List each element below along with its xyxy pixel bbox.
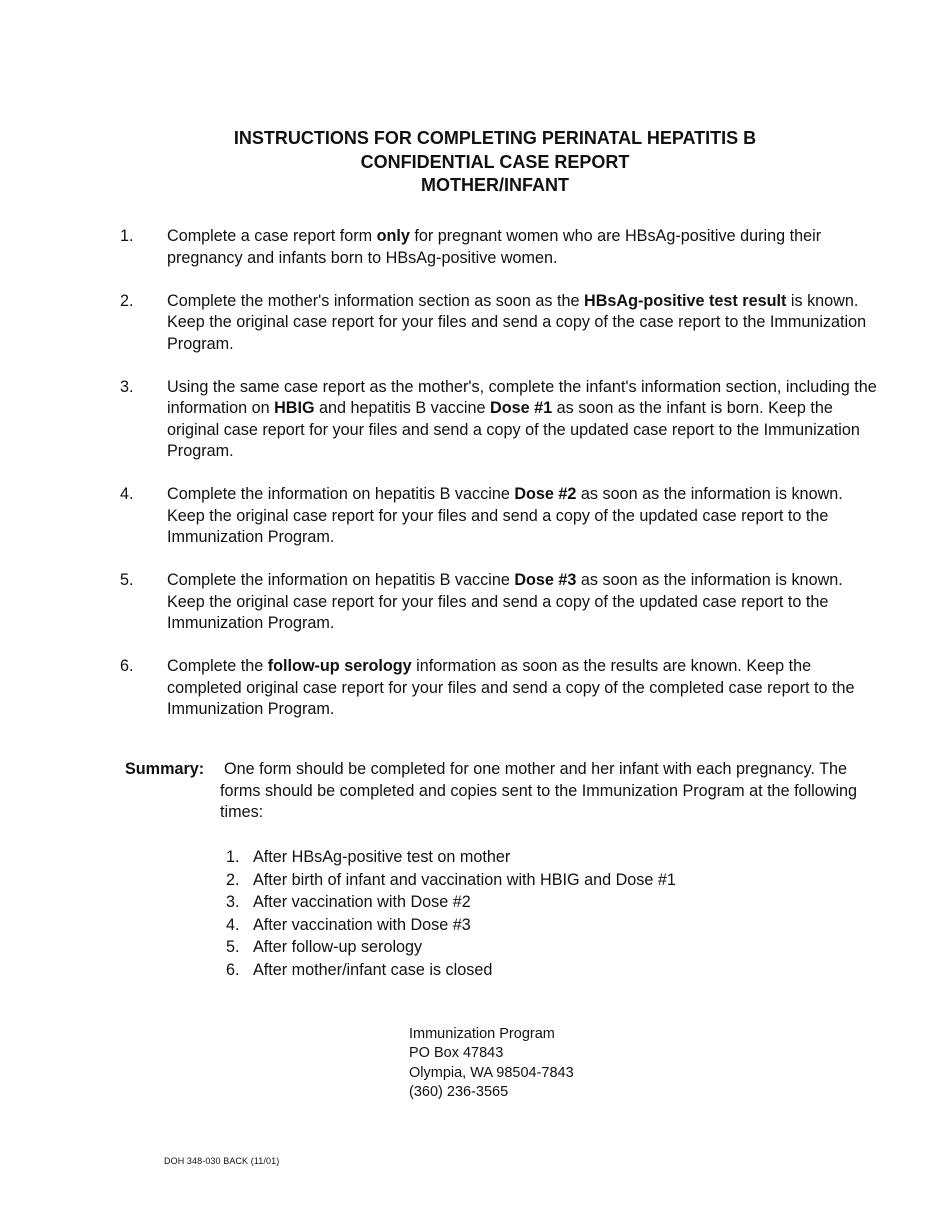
step-emphasis: only — [376, 227, 410, 245]
address-line-po-box: PO Box 47843 — [409, 1045, 504, 1062]
list-item — [226, 846, 676, 869]
step-text: as soon as the information is known. Keep the original case report for your files and send a copy of the updated case report to the Immunization Program. — [167, 571, 843, 632]
title-line-3: MOTHER/INFANT — [421, 175, 569, 195]
step-text: information as soon as the results are known. Keep the completed original case report for your files and send a copy of the completed case report to the Immunization Program. — [167, 657, 855, 718]
step-text: Complete the — [167, 657, 268, 675]
instruction-step — [120, 377, 880, 463]
step-number: 3. — [120, 377, 134, 396]
step-number: 2. — [120, 291, 134, 310]
step-number: 4. — [120, 485, 134, 503]
step-text: Complete the mother's information section as soon as the — [167, 291, 584, 310]
summary-section — [125, 759, 885, 824]
list-item-text: After follow-up serology — [253, 938, 423, 957]
list-item-number: 2. — [226, 870, 240, 889]
step-text: for pregnant women who are HBsAg-positive during their pregnancy and infants born to HBsAg-positive women. — [167, 227, 822, 267]
step-text: as soon as the infant is born. Keep the original case report for your files and send a copy of the updated case report to the Immunization Program. — [167, 399, 860, 460]
step-text: Complete a case report form — [167, 227, 377, 245]
step-emphasis: Dose #1 — [490, 399, 553, 417]
list-item-number: 5. — [226, 938, 240, 957]
list-item-text: After mother/infant case is closed — [253, 960, 493, 979]
step-text: is known. Keep the original case report for your files and send a copy of the case report to the Immunization Program. — [167, 291, 867, 353]
list-item-text: After HBsAg-positive test on mother — [253, 848, 511, 866]
mailing-address — [409, 1025, 574, 1102]
list-item-number: 3. — [226, 893, 240, 912]
instruction-step — [120, 656, 880, 721]
list-item — [226, 869, 676, 892]
step-number: 1. — [120, 227, 134, 245]
step-emphasis: follow-up serology — [267, 657, 412, 675]
instruction-steps — [120, 226, 880, 742]
step-emphasis: Dose #3 — [514, 571, 577, 589]
step-number: 6. — [120, 657, 134, 675]
summary-text: One form should be completed for one mother and her infant with each pregnancy. The forms should be completed and copies sent to the Immunization Program at the following times: — [220, 760, 858, 821]
form-code: DOH 348-030 BACK (11/01) — [164, 1156, 280, 1166]
instruction-step — [120, 291, 880, 356]
instruction-step — [120, 570, 880, 635]
list-item — [226, 936, 676, 959]
list-item — [226, 959, 676, 982]
step-text: Complete the information on hepatitis B vaccine — [167, 485, 515, 503]
list-item-text: After vaccination with Dose #2 — [253, 893, 471, 912]
list-item — [226, 891, 676, 914]
step-text: Using the same case report as the mother's, complete the infant's information section, including the information on — [167, 377, 877, 417]
list-item-number: 1. — [226, 848, 240, 866]
step-text: and hepatitis B vaccine — [314, 399, 491, 417]
step-text: Complete the information on hepatitis B vaccine — [167, 571, 515, 589]
step-number: 5. — [120, 571, 134, 589]
address-line-organization: Immunization Program — [409, 1026, 555, 1042]
list-item — [226, 914, 676, 937]
instruction-step — [120, 484, 880, 549]
step-emphasis: HBIG — [274, 399, 315, 417]
step-emphasis: HBsAg-positive test result — [584, 291, 787, 310]
submission-times-list — [226, 846, 676, 982]
address-line-city: Olympia, WA 98504-7843 — [409, 1064, 574, 1081]
list-item-number: 6. — [226, 960, 240, 979]
summary-label: Summary: — [125, 760, 205, 778]
instruction-step — [120, 226, 880, 269]
list-item-text: After birth of infant and vaccination with HBIG and Dose #1 — [253, 870, 676, 889]
address-line-phone: (360) 236-3565 — [409, 1083, 509, 1100]
step-emphasis: Dose #2 — [514, 485, 577, 503]
list-item-number: 4. — [226, 915, 240, 934]
list-item-text: After vaccination with Dose #3 — [253, 915, 471, 934]
document-title — [0, 127, 950, 198]
title-line-2: CONFIDENTIAL CASE REPORT — [360, 151, 630, 172]
title-line-1: INSTRUCTIONS FOR COMPLETING PERINATAL HEPATITIS B — [233, 128, 757, 148]
step-text: as soon as the information is known. Keep the original case report for your files and send a copy of the updated case report to the Immunization Program. — [167, 485, 843, 546]
